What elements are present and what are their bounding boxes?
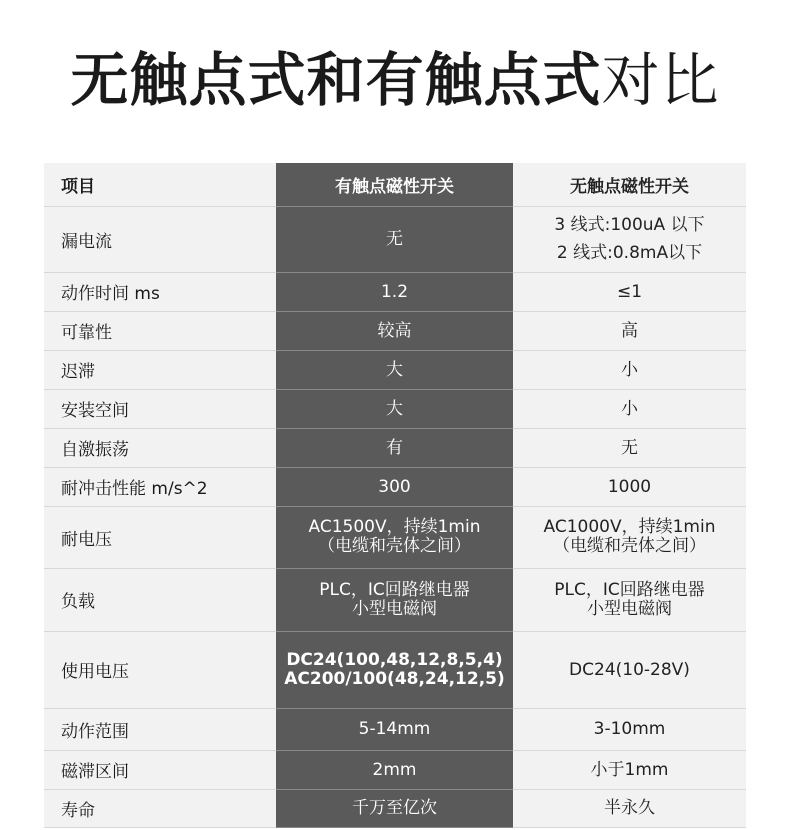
cell-line: 3 线式:100uA 以下: [554, 215, 705, 235]
table-row: [44, 506, 746, 568]
table-row: [44, 350, 746, 389]
table-header-row: [44, 163, 746, 206]
cell-line: 小型电磁阀: [587, 598, 672, 619]
table-row: [44, 272, 746, 311]
cell-line: DC24(10-28V): [569, 659, 690, 680]
cell-line: 无: [621, 437, 638, 458]
page-title: [0, 40, 790, 120]
cell-line: PLC，IC回路继电器: [554, 579, 705, 600]
table-row: [44, 428, 746, 467]
row-contactless-value: [513, 506, 746, 568]
cell-line: 小: [621, 359, 638, 380]
row-contactless-value: [513, 311, 746, 350]
row-item: 迟滞: [44, 350, 276, 389]
row-contact-value: [276, 631, 513, 708]
cell-line: 无: [386, 229, 403, 249]
row-contact-value: [276, 750, 513, 789]
title-bold: 无触点式和有触点式: [70, 46, 602, 114]
comparison-table: [44, 163, 746, 828]
row-item: 动作范围: [44, 708, 276, 750]
cell-line: AC1000V，持续1min: [543, 517, 716, 537]
row-contact-value: [276, 568, 513, 631]
row-contactless-value: [513, 206, 746, 272]
table-row: [44, 467, 746, 506]
row-contact-value: [276, 708, 513, 750]
table-row: [44, 708, 746, 750]
row-contact-value: [276, 206, 513, 272]
header-contactless: 无触点磁性开关: [513, 163, 746, 206]
cell-line: 高: [621, 320, 638, 341]
cell-line: DC24(100,48,12,8,5,4): [286, 649, 503, 670]
header-item: 项目: [44, 163, 276, 206]
cell-line: 3-10mm: [593, 719, 666, 739]
row-item: 漏电流: [44, 206, 276, 272]
row-item: 可靠性: [44, 311, 276, 350]
row-contactless-value: [513, 389, 746, 428]
table-row: [44, 389, 746, 428]
cell-line: 大: [386, 398, 403, 419]
cell-line: 2 线式:0.8mA以下: [556, 243, 703, 263]
row-item: 使用电压: [44, 631, 276, 708]
cell-line: （电缆和壳体之间）: [318, 536, 471, 556]
table-row: [44, 568, 746, 631]
table-row: [44, 789, 746, 827]
row-contactless-value: [513, 428, 746, 467]
row-contact-value: [276, 789, 513, 827]
cell-line: 小型电磁阀: [352, 598, 437, 619]
row-contact-value: [276, 311, 513, 350]
cell-line: （电缆和壳体之间）: [553, 536, 706, 556]
row-item: 耐冲击性能 m/s^2: [44, 467, 276, 506]
cell-line: 2mm: [372, 759, 417, 780]
row-item: 自激振荡: [44, 428, 276, 467]
cell-line: AC200/100(48,24,12,5): [284, 668, 505, 689]
table-row: [44, 206, 746, 272]
row-contact-value: [276, 350, 513, 389]
row-contact-value: [276, 506, 513, 568]
row-contactless-value: [513, 467, 746, 506]
cell-line: 千万至亿次: [352, 798, 437, 818]
row-contact-value: [276, 272, 513, 311]
cell-line: 半永久: [604, 798, 655, 818]
row-contact-value: [276, 467, 513, 506]
cell-line: 有: [386, 437, 403, 458]
row-contact-value: [276, 389, 513, 428]
row-item: 负载: [44, 568, 276, 631]
cell-line: 5-14mm: [358, 719, 431, 739]
cell-line: ≤1: [616, 281, 643, 302]
cell-line: AC1500V，持续1min: [308, 517, 481, 537]
row-item: 寿命: [44, 789, 276, 827]
table-row: [44, 631, 746, 708]
row-contactless-value: [513, 568, 746, 631]
cell-line: 小于1mm: [590, 759, 669, 780]
row-contactless-value: [513, 750, 746, 789]
cell-line: PLC，IC回路继电器: [319, 579, 470, 600]
row-contactless-value: [513, 708, 746, 750]
cell-line: 小: [621, 398, 638, 419]
row-item: 耐电压: [44, 506, 276, 568]
row-item: 安装空间: [44, 389, 276, 428]
cell-line: 1.2: [380, 281, 409, 302]
row-item: 动作时间 ms: [44, 272, 276, 311]
row-contactless-value: [513, 272, 746, 311]
row-contactless-value: [513, 631, 746, 708]
cell-line: 大: [386, 359, 403, 380]
row-contactless-value: [513, 789, 746, 827]
cell-line: 较高: [377, 320, 412, 341]
row-contact-value: [276, 428, 513, 467]
title-light: 对比: [601, 46, 720, 114]
cell-line: 1000: [607, 476, 652, 497]
cell-line: 300: [378, 476, 411, 497]
row-contactless-value: [513, 350, 746, 389]
row-item: 磁滞区间: [44, 750, 276, 789]
table-row: [44, 311, 746, 350]
header-contact: 有触点磁性开关: [276, 163, 513, 206]
table-row: [44, 750, 746, 789]
